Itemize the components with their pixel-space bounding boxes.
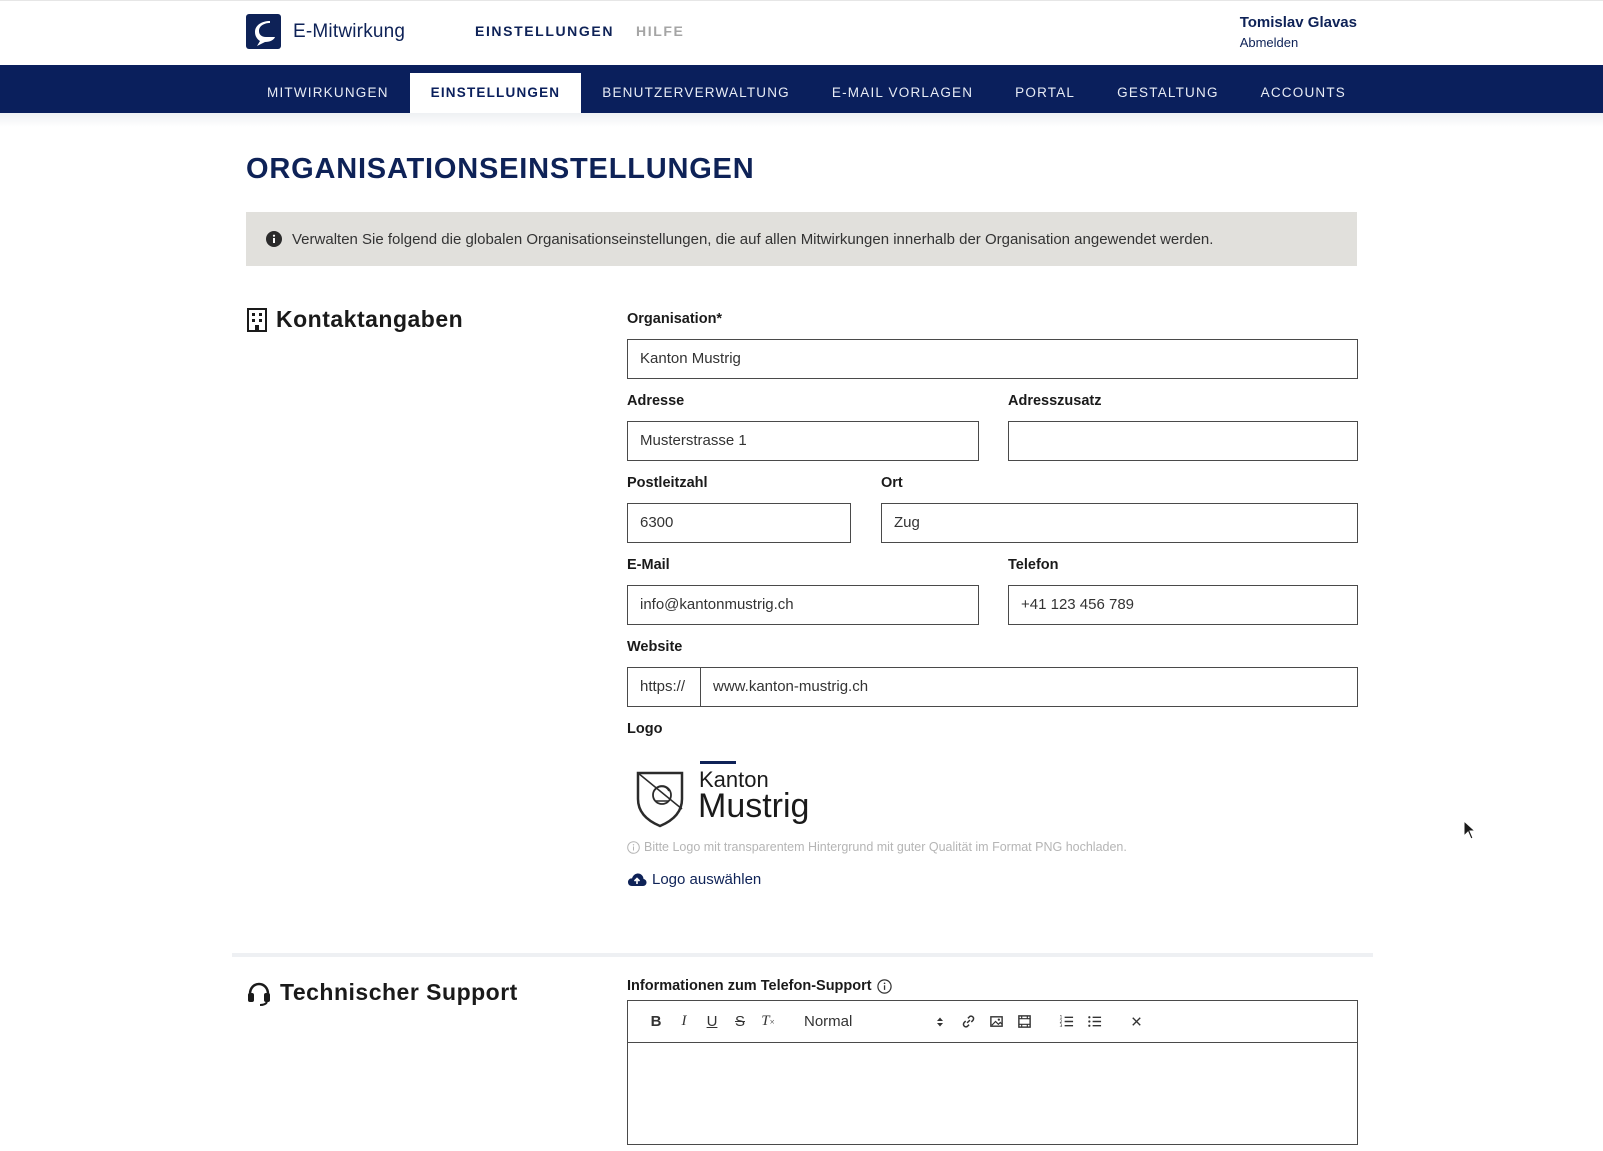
link-icon[interactable] — [954, 1008, 982, 1036]
editor-content[interactable] — [628, 1043, 1357, 1143]
speech-bubble-logo-icon — [246, 14, 281, 49]
app-name: E-Mitwirkung — [293, 20, 406, 42]
telefon-label: Telefon — [1008, 557, 1059, 573]
email-label: E-Mail — [627, 557, 670, 573]
format-select[interactable] — [802, 1008, 944, 1036]
brand[interactable] — [246, 14, 405, 49]
plz-label: Postleitzahl — [627, 475, 708, 491]
image-icon[interactable] — [982, 1008, 1010, 1036]
nav-email-vorlagen[interactable]: E-MAIL VORLAGEN — [831, 85, 974, 100]
nav-portal[interactable]: PORTAL — [1015, 85, 1076, 100]
section-technischer-support — [246, 979, 518, 1006]
email-input[interactable]: info@kantonmustrig.ch — [627, 585, 979, 625]
svg-text:1: 1 — [1058, 1015, 1062, 1021]
nav-gestaltung[interactable]: GESTALTUNG — [1117, 85, 1219, 100]
info-circle-icon — [627, 841, 640, 854]
headset-icon — [246, 980, 272, 1006]
bullet-list-icon[interactable] — [1080, 1008, 1108, 1036]
logo-hint — [627, 840, 1127, 854]
format-select-value: Normal — [804, 1013, 853, 1030]
website-label: Website — [627, 639, 683, 655]
bold-icon[interactable]: B — [650, 1013, 662, 1030]
topnav-einstellungen[interactable]: EINSTELLUNGEN — [475, 23, 615, 39]
section-title-text: Kontaktangaben — [276, 306, 464, 332]
select-arrows-icon — [936, 1016, 944, 1028]
top-bar — [0, 0, 1603, 65]
nav-einstellungen[interactable]: EINSTELLUNGEN — [410, 73, 582, 113]
info-text: Verwalten Sie folgend die globalen Organisationseinstellungen, die auf allen Mitwirkungen innerhalb der Organisation angewendet werden. — [292, 230, 1214, 248]
organisation-logo — [630, 757, 820, 827]
support-label — [627, 978, 892, 994]
info-circle-icon[interactable] — [877, 979, 892, 994]
ort-label: Ort — [881, 475, 903, 491]
main-navigation — [0, 65, 1603, 113]
clear-format-icon[interactable]: T × — [761, 1013, 775, 1029]
topnav-hilfe[interactable]: HILFE — [636, 23, 685, 39]
nav-accounts[interactable]: ACCOUNTS — [1260, 85, 1347, 100]
strikethrough-icon[interactable]: S — [734, 1013, 745, 1030]
logo-hint-text: Bitte Logo mit transparentem Hintergrund mit guter Qualität im Format PNG hochladen. — [644, 840, 1127, 854]
video-icon[interactable] — [1010, 1008, 1038, 1036]
logo-accent-bar — [700, 761, 736, 764]
logo-label: Logo — [627, 721, 663, 737]
editor-toolbar — [628, 1001, 1357, 1043]
adresse-label: Adresse — [627, 393, 685, 409]
adresszusatz-label: Adresszusatz — [1008, 393, 1102, 409]
coat-of-arms-icon — [634, 769, 686, 829]
mouse-cursor-icon — [1463, 820, 1477, 840]
svg-text:2: 2 — [1058, 1019, 1062, 1025]
section-divider — [232, 953, 1373, 957]
close-icon[interactable] — [1122, 1008, 1150, 1036]
nav-benutzerverwaltung[interactable]: BENUTZERVERWALTUNG — [602, 85, 790, 100]
svg-text:3: 3 — [1058, 1024, 1062, 1029]
nav-shadow — [0, 113, 1603, 127]
cloud-upload-icon — [627, 872, 647, 888]
ort-input[interactable]: Zug — [881, 503, 1358, 543]
adresse-input[interactable]: Musterstrasse 1 — [627, 421, 979, 461]
telefon-input[interactable]: +41 123 456 789 — [1008, 585, 1358, 625]
logo-upload-label: Logo auswählen — [652, 871, 762, 888]
top-navigation — [475, 23, 684, 39]
support-label-text: Informationen zum Telefon-Support — [627, 978, 872, 994]
info-icon — [266, 231, 282, 247]
underline-icon[interactable]: U — [706, 1013, 718, 1030]
logo-line-2: Mustrig — [698, 787, 810, 825]
nav-mitwirkungen[interactable]: MITWIRKUNGEN — [267, 85, 389, 100]
rich-text-editor — [627, 1000, 1358, 1145]
page-title: ORGANISATIONSEINSTELLUNGEN — [246, 153, 755, 185]
user-menu — [1240, 14, 1357, 50]
organisation-label: Organisation* — [627, 311, 723, 327]
organisation-input[interactable]: Kanton Mustrig — [627, 339, 1358, 379]
ordered-list-icon[interactable] — [1052, 1008, 1080, 1036]
website-input[interactable]: www.kanton-mustrig.ch — [700, 667, 1358, 707]
plz-input[interactable]: 6300 — [627, 503, 851, 543]
building-icon — [246, 308, 268, 332]
section-kontaktangaben — [246, 306, 463, 333]
support-title-text: Technischer Support — [280, 979, 518, 1005]
user-name: Tomislav Glavas — [1239, 14, 1357, 31]
logo-upload-button[interactable] — [627, 871, 761, 888]
adresszusatz-input[interactable] — [1008, 421, 1358, 461]
website-prefix: https:// — [627, 667, 702, 707]
logout-link[interactable]: Abmelden — [1239, 35, 1299, 50]
logo-line-1: Kanton — [699, 767, 769, 792]
info-box — [246, 212, 1357, 266]
italic-icon[interactable]: I — [681, 1013, 687, 1029]
